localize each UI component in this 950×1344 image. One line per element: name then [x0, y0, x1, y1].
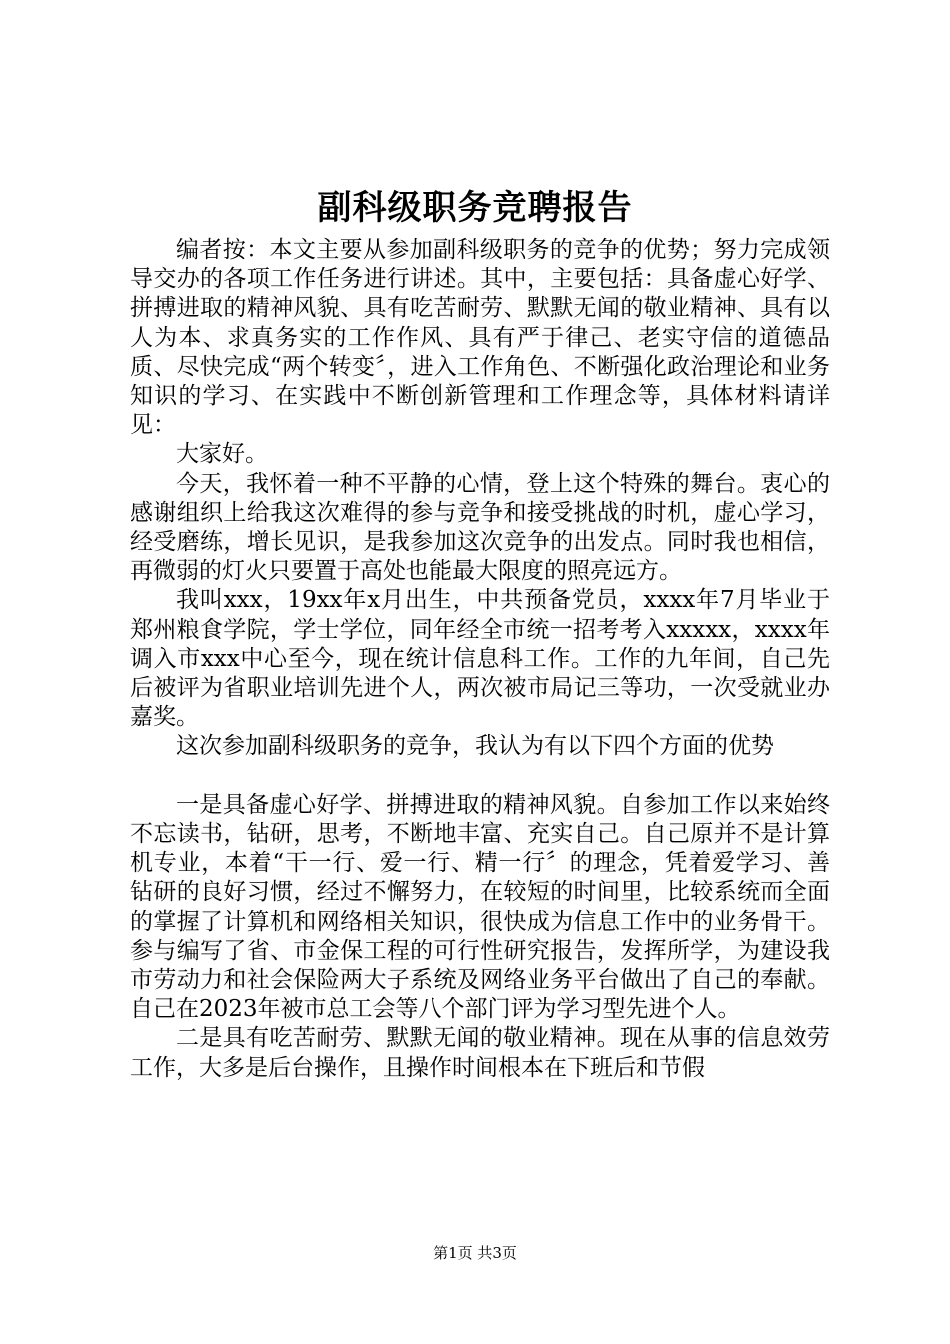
advantages-intro-paragraph: 这次参加副科级职务的竞争，我认为有以下四个方面的优势 — [176, 733, 774, 760]
greeting-paragraph: 大家好。 — [176, 441, 268, 468]
document-body — [130, 236, 830, 1083]
advantage-two-paragraph: 二是具有吃苦耐劳、默默无闻的敬业精神。现在从事的信息效劳工作，大多是后台操作，且操作时间根本在下班后和节假 — [130, 1025, 830, 1081]
self-introduction-paragraph: 我叫xxx，19xx年x月出生，中共预备党员，xxxx年7月毕业于郑州粮食学院，学士学位，同年经全市统一招考考入xxxxx，xxxx年调入市xxx中心至今，现在统计信息科工作。工作的九年间，自己先后被评为省职业培训先进个人，两次被市局记三等功，一次受就业办嘉奖。 — [130, 587, 830, 731]
advantage-one-paragraph: 一是具备虚心好学、拼搏进取的精神风貌。自参加工作以来始终不忘读书，钻研，思考，不断地丰富、充实自己。自己原并不是计算机专业，本着“干一行、爱一行、精一行〞的理念，凭着爱学习、善钻研的良好习惯，经过不懈努力，在较短的时间里，比较系统而全面的掌握了计算机和网络相关知识，很快成为信息工作中的业务骨干。参与编写了省、市金保工程的可行性研究报告，发挥所学，为建设我市劳动力和社会保险两大子系统及网络业务平台做出了自己的奉献。自己在2023年被市总工会等八个部门评为学习型先进个人。 — [130, 791, 830, 1023]
page-footer: 第1页 共3页 — [433, 1244, 517, 1262]
opening-paragraph: 今天，我怀着一种不平静的心情，登上这个特殊的舞台。衷心的感谢组织上给我这次难得的参与竞争和接受挑战的时机，虚心学习，经受磨练，增长见识，是我参加这次竞争的出发点。同时我也相信，再微弱的灯火只要置于高处也能最大限度的照亮远方。 — [130, 470, 830, 585]
editor-note-paragraph: 编者按：本文主要从参加副科级职务的竞争的优势；努力完成领导交办的各项工作任务进行讲述。其中，主要包括：具备虚心好学、拼搏进取的精神风貌、具有吃苦耐劳、默默无闻的敬业精神、具有以人为本、求真务实的工作作风、具有严于律己、老实守信的道德品质、尽快完成“两个转变〞，进入工作角色、不断强化政治理论和业务知识的学习、在实践中不断创新管理和工作理念等，具体材料请详见： — [130, 237, 830, 439]
page-title: 副科级职务竞聘报告 — [317, 188, 633, 228]
